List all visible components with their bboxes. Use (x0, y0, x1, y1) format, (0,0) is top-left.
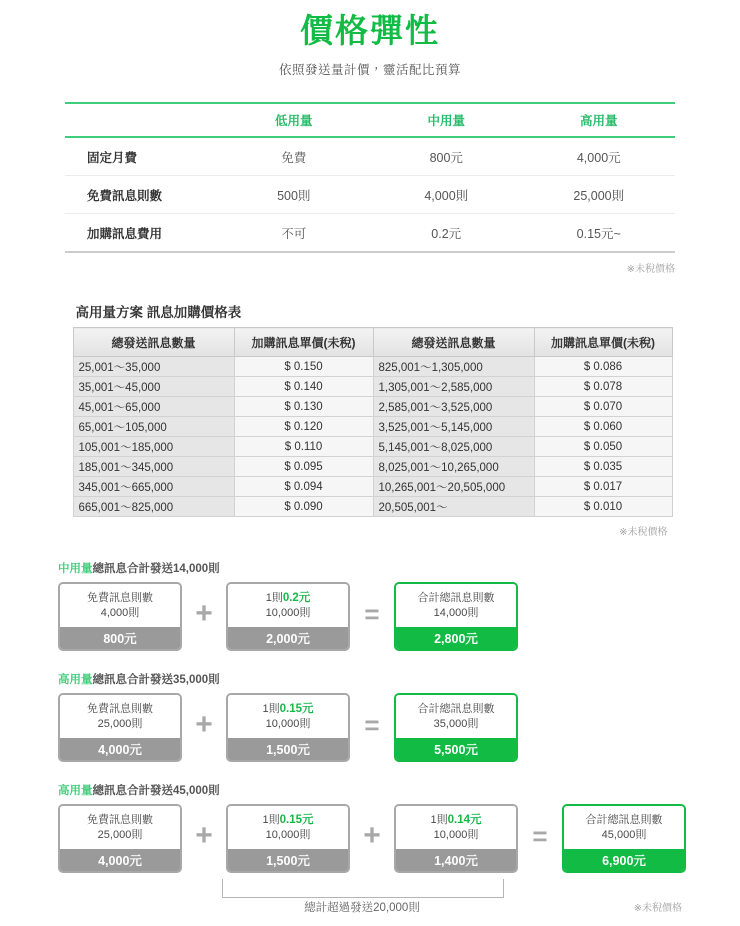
unit-price-value: 0.15元 (279, 813, 314, 826)
price-cell-range-b: 20,505,001～ (373, 497, 534, 517)
price-cell-price-a: $ 0.094 (234, 477, 373, 497)
cost-box-amount: 4,000元 (60, 849, 180, 871)
cost-box-amount: 4,000元 (60, 738, 180, 760)
price-table-section (73, 301, 668, 517)
table-row (73, 437, 672, 457)
plan-row-label: 免費訊息則數 (65, 176, 218, 214)
price-cell-range-b: 10,265,001～20,505,000 (373, 477, 534, 497)
plan-cell-high: 0.15元~ (523, 214, 676, 253)
plus-operator-icon: + (195, 596, 213, 630)
unit-price-line (266, 591, 311, 606)
price-col-price-b: 加購訊息單價(未稅) (534, 328, 672, 357)
price-cell-range-a: 65,001～105,000 (73, 417, 234, 437)
cost-box-quantity: 25,000則 (97, 717, 143, 730)
price-cell-range-b: 3,525,001～5,145,000 (373, 417, 534, 437)
unit-price-value: 0.15元 (279, 702, 314, 715)
cost-box (226, 693, 350, 762)
cost-box-detail (396, 806, 516, 849)
price-cell-price-b: $ 0.060 (534, 417, 672, 437)
page-title: 價格彈性 (300, 12, 440, 49)
table-row (73, 497, 672, 517)
price-cell-range-b: 1,305,001～2,585,000 (373, 377, 534, 397)
cost-box-quantity: 10,000則 (265, 717, 311, 730)
result-box (562, 804, 686, 873)
unit-prefix: 1則 (262, 702, 280, 715)
plan-cell-low: 不可 (218, 214, 371, 253)
cost-box-quantity: 35,000則 (433, 717, 479, 730)
plan-cell-mid: 800元 (370, 137, 523, 176)
cost-box-quantity: 10,000則 (433, 828, 479, 841)
cost-box-amount: 2,800元 (396, 627, 516, 649)
page-subtitle: 依照發送量計價，靈活配比預算 (278, 63, 461, 77)
cost-box (394, 804, 518, 873)
plan-cell-high: 4,000元 (523, 137, 676, 176)
cost-box (226, 804, 350, 873)
plan-cell-low: 免費 (218, 137, 371, 176)
price-col-price-a: 加購訊息單價(未稅) (234, 328, 373, 357)
cost-box-quantity: 4,000則 (100, 606, 140, 619)
cost-box-detail (228, 695, 348, 738)
price-cell-price-a: $ 0.095 (234, 457, 373, 477)
example-row (50, 693, 690, 762)
example-tier-badge: 高用量 (58, 785, 93, 797)
cost-box-quantity: 10,000則 (265, 606, 311, 619)
price-cell-range-a: 345,001～665,000 (73, 477, 234, 497)
cost-box-amount: 2,000元 (228, 627, 348, 649)
result-box (394, 693, 518, 762)
plan-table-header-row (65, 103, 675, 137)
cost-box-title: 合計總訊息則數 (585, 813, 663, 826)
price-cell-range-a: 35,001～45,000 (73, 377, 234, 397)
cost-box-detail (228, 806, 348, 849)
cost-box-detail (564, 806, 684, 849)
cost-box-title: 免費訊息則數 (87, 813, 153, 826)
price-cell-range-b: 2,585,001～3,525,000 (373, 397, 534, 417)
bracket-line (222, 879, 504, 898)
examples-tax-note: ※未稅價格 (633, 903, 682, 914)
cost-box-detail (60, 806, 180, 849)
cost-box-detail (228, 584, 348, 627)
price-cell-price-a: $ 0.130 (234, 397, 373, 417)
plan-cell-mid: 0.2元 (370, 214, 523, 253)
example-label-text: 總訊息合計發送35,000則 (92, 674, 220, 686)
example-tier-badge: 高用量 (58, 674, 93, 686)
cost-box-quantity: 25,000則 (97, 828, 143, 841)
unit-price-value: 0.14元 (447, 813, 482, 826)
unit-price-line (262, 813, 313, 828)
page-header (0, 0, 740, 78)
cost-box-title: 免費訊息則數 (87, 591, 153, 604)
example-label-text: 總訊息合計發送14,000則 (92, 563, 220, 575)
calculation-example (50, 560, 690, 651)
example-tier-badge: 中用量 (58, 563, 93, 575)
price-cell-range-b: 8,025,001～10,265,000 (373, 457, 534, 477)
unit-price-line (430, 813, 481, 828)
cost-box-amount: 800元 (60, 627, 180, 649)
price-cell-price-a: $ 0.150 (234, 357, 373, 377)
example-label (58, 782, 690, 798)
price-cell-price-b: $ 0.078 (534, 377, 672, 397)
table-row (73, 457, 672, 477)
price-cell-range-b: 825,001～1,305,000 (373, 357, 534, 377)
price-cell-range-a: 185,001～345,000 (73, 457, 234, 477)
cost-box-detail (60, 695, 180, 738)
example-label (58, 671, 690, 687)
plan-comparison-table (65, 102, 675, 253)
plus-operator-icon: + (363, 818, 381, 852)
cost-box-quantity: 14,000則 (433, 606, 479, 619)
price-table-tax-note: ※未稅價格 (619, 527, 668, 538)
price-cell-price-b: $ 0.035 (534, 457, 672, 477)
unit-prefix: 1則 (265, 591, 283, 604)
plan-col-low: 低用量 (218, 103, 371, 137)
table-row (73, 397, 672, 417)
price-cell-price-a: $ 0.120 (234, 417, 373, 437)
unit-price-value: 0.2元 (282, 591, 311, 604)
plan-row-label: 固定月費 (65, 137, 218, 176)
example-label-text: 總訊息合計發送45,000則 (92, 785, 220, 797)
cost-box-detail (396, 695, 516, 738)
cost-box (226, 582, 350, 651)
example-label (58, 560, 690, 576)
table-row (65, 214, 675, 253)
cost-box-amount: 6,900元 (564, 849, 684, 871)
price-table-header-row (73, 328, 672, 357)
unit-prefix: 1則 (262, 813, 280, 826)
cost-box-amount: 5,500元 (396, 738, 516, 760)
plus-operator-icon: + (195, 818, 213, 852)
cost-box-quantity: 10,000則 (265, 828, 311, 841)
unit-price-line (262, 702, 313, 717)
plan-col-mid: 中用量 (370, 103, 523, 137)
table-row (73, 417, 672, 437)
plan-col-high: 高用量 (523, 103, 676, 137)
cost-box-detail (396, 584, 516, 627)
equals-operator-icon: = (364, 598, 380, 629)
price-cell-price-b: $ 0.070 (534, 397, 672, 417)
price-cell-range-b: 5,145,001～8,025,000 (373, 437, 534, 457)
price-col-range-b: 總發送訊息數量 (373, 328, 534, 357)
cost-box-amount: 1,500元 (228, 738, 348, 760)
cost-box-amount: 1,500元 (228, 849, 348, 871)
cost-box-title: 免費訊息則數 (87, 702, 153, 715)
price-cell-price-b: $ 0.017 (534, 477, 672, 497)
example-row (50, 582, 690, 651)
cost-box (58, 804, 182, 873)
table-row (73, 477, 672, 497)
plan-col-blank (65, 103, 218, 137)
price-col-range-a: 總發送訊息數量 (73, 328, 234, 357)
price-cell-price-a: $ 0.110 (234, 437, 373, 457)
calculation-example (50, 671, 690, 762)
plus-operator-icon: + (195, 707, 213, 741)
cost-box-amount: 1,400元 (396, 849, 516, 871)
price-cell-price-b: $ 0.050 (534, 437, 672, 457)
table-row (73, 357, 672, 377)
bracket-label: 總計超過發送20,000則 (304, 902, 420, 914)
cost-box-detail (60, 584, 180, 627)
example-row (50, 804, 690, 873)
plan-cell-mid: 4,000則 (370, 176, 523, 214)
plan-table-tax-note: ※未稅價格 (626, 264, 675, 275)
cost-box-title: 合計總訊息則數 (417, 702, 495, 715)
cost-box (58, 582, 182, 651)
price-table-title: 高用量方案 訊息加購價格表 (75, 305, 242, 320)
price-cell-range-a: 665,001～825,000 (73, 497, 234, 517)
price-cell-range-a: 25,001～35,000 (73, 357, 234, 377)
cost-box-title: 合計總訊息則數 (417, 591, 495, 604)
table-row (65, 176, 675, 214)
plan-cell-low: 500則 (218, 176, 371, 214)
unit-prefix: 1則 (430, 813, 448, 826)
equals-operator-icon: = (364, 709, 380, 740)
result-box (394, 582, 518, 651)
price-cell-price-a: $ 0.140 (234, 377, 373, 397)
calculation-example (50, 782, 690, 917)
table-row (73, 377, 672, 397)
calculation-examples (50, 560, 690, 917)
price-cell-price-b: $ 0.010 (534, 497, 672, 517)
equals-operator-icon: = (532, 820, 548, 851)
cost-box-quantity: 45,000則 (601, 828, 647, 841)
price-cell-price-a: $ 0.090 (234, 497, 373, 517)
plan-cell-high: 25,000則 (523, 176, 676, 214)
bracket-annotation (50, 873, 690, 917)
price-cell-range-a: 105,001～185,000 (73, 437, 234, 457)
cost-box (58, 693, 182, 762)
plan-row-label: 加購訊息費用 (65, 214, 218, 253)
price-cell-range-a: 45,001～65,000 (73, 397, 234, 417)
price-cell-price-b: $ 0.086 (534, 357, 672, 377)
table-row (65, 137, 675, 176)
